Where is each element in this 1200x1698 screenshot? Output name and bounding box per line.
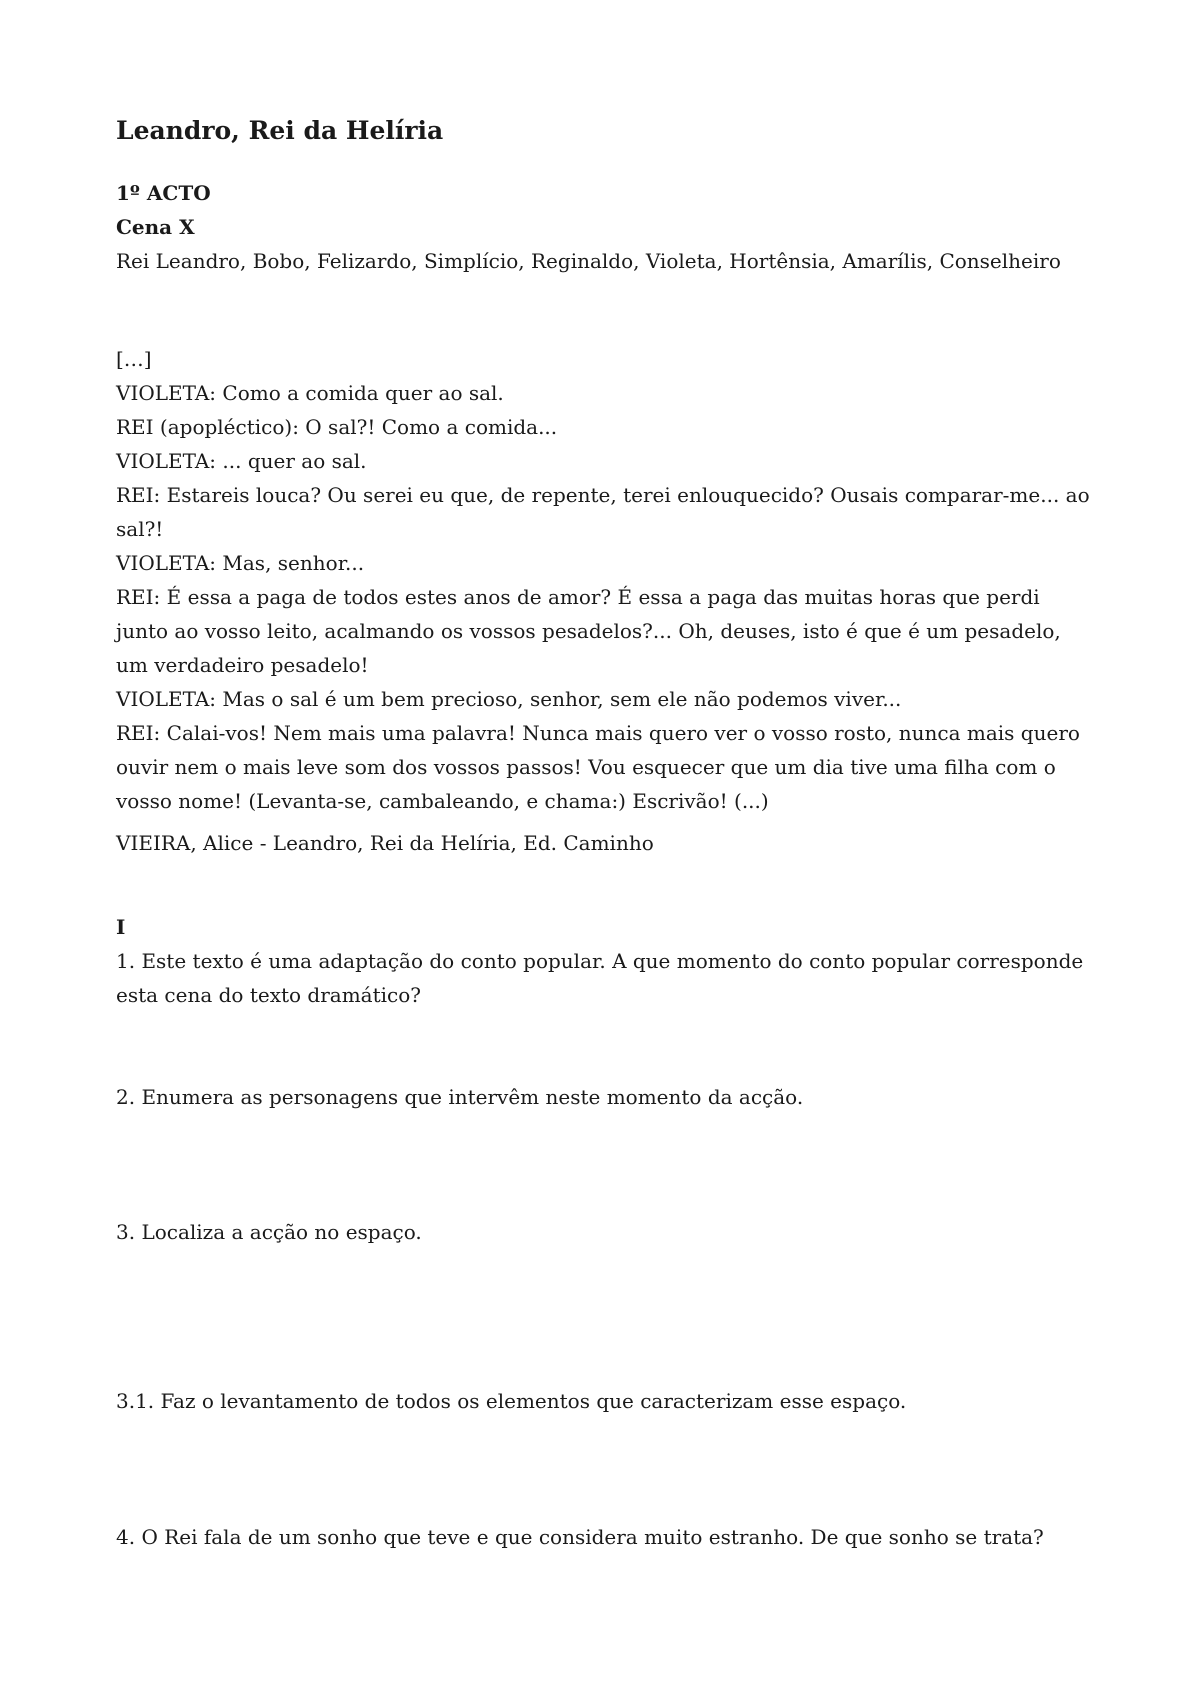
ellipsis-line: […] xyxy=(116,347,152,371)
question-3-1: 3.1. Faz o levantamento de todos os elementos que caracterizam esse espaço. xyxy=(116,1389,907,1413)
dialogue-line: VIOLETA: Como a comida quer ao sal. xyxy=(116,381,504,405)
question-1: 1. Este texto é uma adaptação do conto popular. A que momento do conto popular corresponde esta cena do texto dramático? xyxy=(116,949,1084,1007)
characters-list: Rei Leandro, Bobo, Felizardo, Simplício, Reginaldo, Violeta, Hortênsia, Amarílis, Conselheiro xyxy=(116,249,1061,273)
scene-label: Cena X xyxy=(116,215,195,239)
dialogue-line: REI: Calai-vos! Nem mais uma palavra! Nunca mais quero ver o vosso rosto, nunca mais quero ouvir nem o mais leve som dos vossos passos! Vou esquecer que um dia tive uma filha com o vosso nome! (Levanta-se, cambaleando, e chama:) Escrivão! (...) xyxy=(116,721,1080,813)
dialogue-excerpt xyxy=(116,342,1096,818)
section-label: I xyxy=(116,915,126,939)
dialogue-line: REI: Estareis louca? Ou serei eu que, de repente, terei enlouquecido? Ousais comparar-me... ao sal?! xyxy=(116,483,1090,541)
dialogue-line: VIOLETA: Mas o sal é um bem precioso, senhor, sem ele não podemos viver... xyxy=(116,687,902,711)
act-label: 1º ACTO xyxy=(116,181,211,205)
question-2: 2. Enumera as personagens que intervêm neste momento da acção. xyxy=(116,1085,804,1109)
document-title: Leandro, Rei da Helíria xyxy=(116,116,444,145)
dialogue-line: REI: É essa a paga de todos estes anos de amor? É essa a paga das muitas horas que perdi junto ao vosso leito, acalmando os vossos pesadelos?... Oh, deuses, isto é que é um pesadelo, um verdadeiro pesadelo! xyxy=(116,585,1061,677)
question-3: 3. Localiza a acção no espaço. xyxy=(116,1220,422,1244)
dialogue-line: VIOLETA: Mas, senhor... xyxy=(116,551,365,575)
act-header xyxy=(116,176,1096,278)
question-4: 4. O Rei fala de um sonho que teve e que considera muito estranho. De que sonho se trata? xyxy=(116,1525,1044,1549)
dialogue-line: REI (apopléctico): O sal?! Como a comida... xyxy=(116,415,558,439)
source-citation: VIEIRA, Alice - Leandro, Rei da Helíria, Ed. Caminho xyxy=(116,831,654,855)
dialogue-line: VIOLETA: ... quer ao sal. xyxy=(116,449,367,473)
